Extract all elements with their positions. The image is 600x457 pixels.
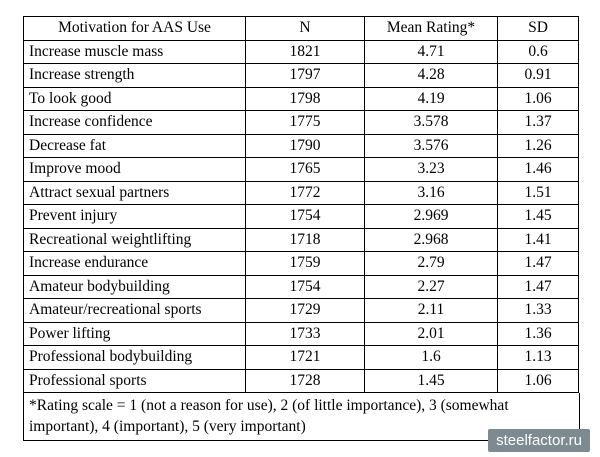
n-cell: 1728 <box>246 369 365 393</box>
n-cell: 1718 <box>246 228 365 252</box>
motivation-table <box>23 16 579 393</box>
mean-rating-cell: 2.01 <box>365 322 498 346</box>
table-row <box>24 299 579 323</box>
sd-cell: 1.13 <box>498 346 579 370</box>
table-row <box>24 369 579 393</box>
table-row <box>24 346 579 370</box>
motivation-cell: Power lifting <box>24 322 246 346</box>
sd-cell: 0.91 <box>498 64 579 88</box>
table-row <box>24 205 579 229</box>
header-sd: SD <box>498 17 579 41</box>
motivation-cell: Improve mood <box>24 158 246 182</box>
motivation-cell: Amateur/recreational sports <box>24 299 246 323</box>
motivation-cell: Increase muscle mass <box>24 40 246 64</box>
sd-cell: 1.26 <box>498 134 579 158</box>
table-row <box>24 322 579 346</box>
table-row <box>24 134 579 158</box>
n-cell: 1790 <box>246 134 365 158</box>
sd-cell: 1.33 <box>498 299 579 323</box>
n-cell: 1754 <box>246 205 365 229</box>
table-row <box>24 40 579 64</box>
motivation-cell: Recreational weightlifting <box>24 228 246 252</box>
sd-cell: 1.06 <box>498 87 579 111</box>
sd-cell: 1.47 <box>498 252 579 276</box>
mean-rating-cell: 2.27 <box>365 275 498 299</box>
n-cell: 1775 <box>246 111 365 135</box>
motivation-cell: Decrease fat <box>24 134 246 158</box>
sd-cell: 0.6 <box>498 40 579 64</box>
table-row <box>24 111 579 135</box>
n-cell: 1754 <box>246 275 365 299</box>
motivation-cell: Increase endurance <box>24 252 246 276</box>
n-cell: 1733 <box>246 322 365 346</box>
sd-cell: 1.37 <box>498 111 579 135</box>
table-row <box>24 158 579 182</box>
mean-rating-cell: 2.79 <box>365 252 498 276</box>
mean-rating-cell: 2.968 <box>365 228 498 252</box>
motivation-cell: Amateur bodybuilding <box>24 275 246 299</box>
sd-cell: 1.47 <box>498 275 579 299</box>
motivation-cell: Increase strength <box>24 64 246 88</box>
mean-rating-cell: 3.23 <box>365 158 498 182</box>
mean-rating-cell: 2.11 <box>365 299 498 323</box>
mean-rating-cell: 4.19 <box>365 87 498 111</box>
table-row <box>24 181 579 205</box>
mean-rating-cell: 4.28 <box>365 64 498 88</box>
n-cell: 1821 <box>246 40 365 64</box>
table-row <box>24 275 579 299</box>
sd-cell: 1.46 <box>498 158 579 182</box>
n-cell: 1729 <box>246 299 365 323</box>
header-mean-rating: Mean Rating* <box>365 17 498 41</box>
n-cell: 1721 <box>246 346 365 370</box>
table-row <box>24 252 579 276</box>
motivation-cell: Professional sports <box>24 369 246 393</box>
motivation-cell: Professional bodybuilding <box>24 346 246 370</box>
motivation-table-container <box>23 16 578 441</box>
mean-rating-cell: 4.71 <box>365 40 498 64</box>
n-cell: 1765 <box>246 158 365 182</box>
n-cell: 1759 <box>246 252 365 276</box>
table-row <box>24 64 579 88</box>
table-row <box>24 228 579 252</box>
watermark-badge: steelfactor.ru <box>488 429 590 452</box>
sd-cell: 1.51 <box>498 181 579 205</box>
mean-rating-cell: 3.16 <box>365 181 498 205</box>
motivation-cell: Attract sexual partners <box>24 181 246 205</box>
table-header-row <box>24 17 579 41</box>
header-motivation: Motivation for AAS Use <box>24 17 246 41</box>
mean-rating-cell: 1.45 <box>365 369 498 393</box>
n-cell: 1772 <box>246 181 365 205</box>
header-n: N <box>246 17 365 41</box>
rating-scale-footnote: *Rating scale = 1 (not a reason for use), 2 (of little importance), 3 (somewhat important), 4 (important), 5 (very important) <box>23 393 580 441</box>
n-cell: 1797 <box>246 64 365 88</box>
motivation-cell: Increase confidence <box>24 111 246 135</box>
mean-rating-cell: 2.969 <box>365 205 498 229</box>
motivation-cell: Prevent injury <box>24 205 246 229</box>
sd-cell: 1.06 <box>498 369 579 393</box>
sd-cell: 1.45 <box>498 205 579 229</box>
motivation-cell: To look good <box>24 87 246 111</box>
mean-rating-cell: 3.576 <box>365 134 498 158</box>
sd-cell: 1.41 <box>498 228 579 252</box>
mean-rating-cell: 3.578 <box>365 111 498 135</box>
mean-rating-cell: 1.6 <box>365 346 498 370</box>
sd-cell: 1.36 <box>498 322 579 346</box>
table-row <box>24 87 579 111</box>
table-body <box>24 40 579 393</box>
n-cell: 1798 <box>246 87 365 111</box>
